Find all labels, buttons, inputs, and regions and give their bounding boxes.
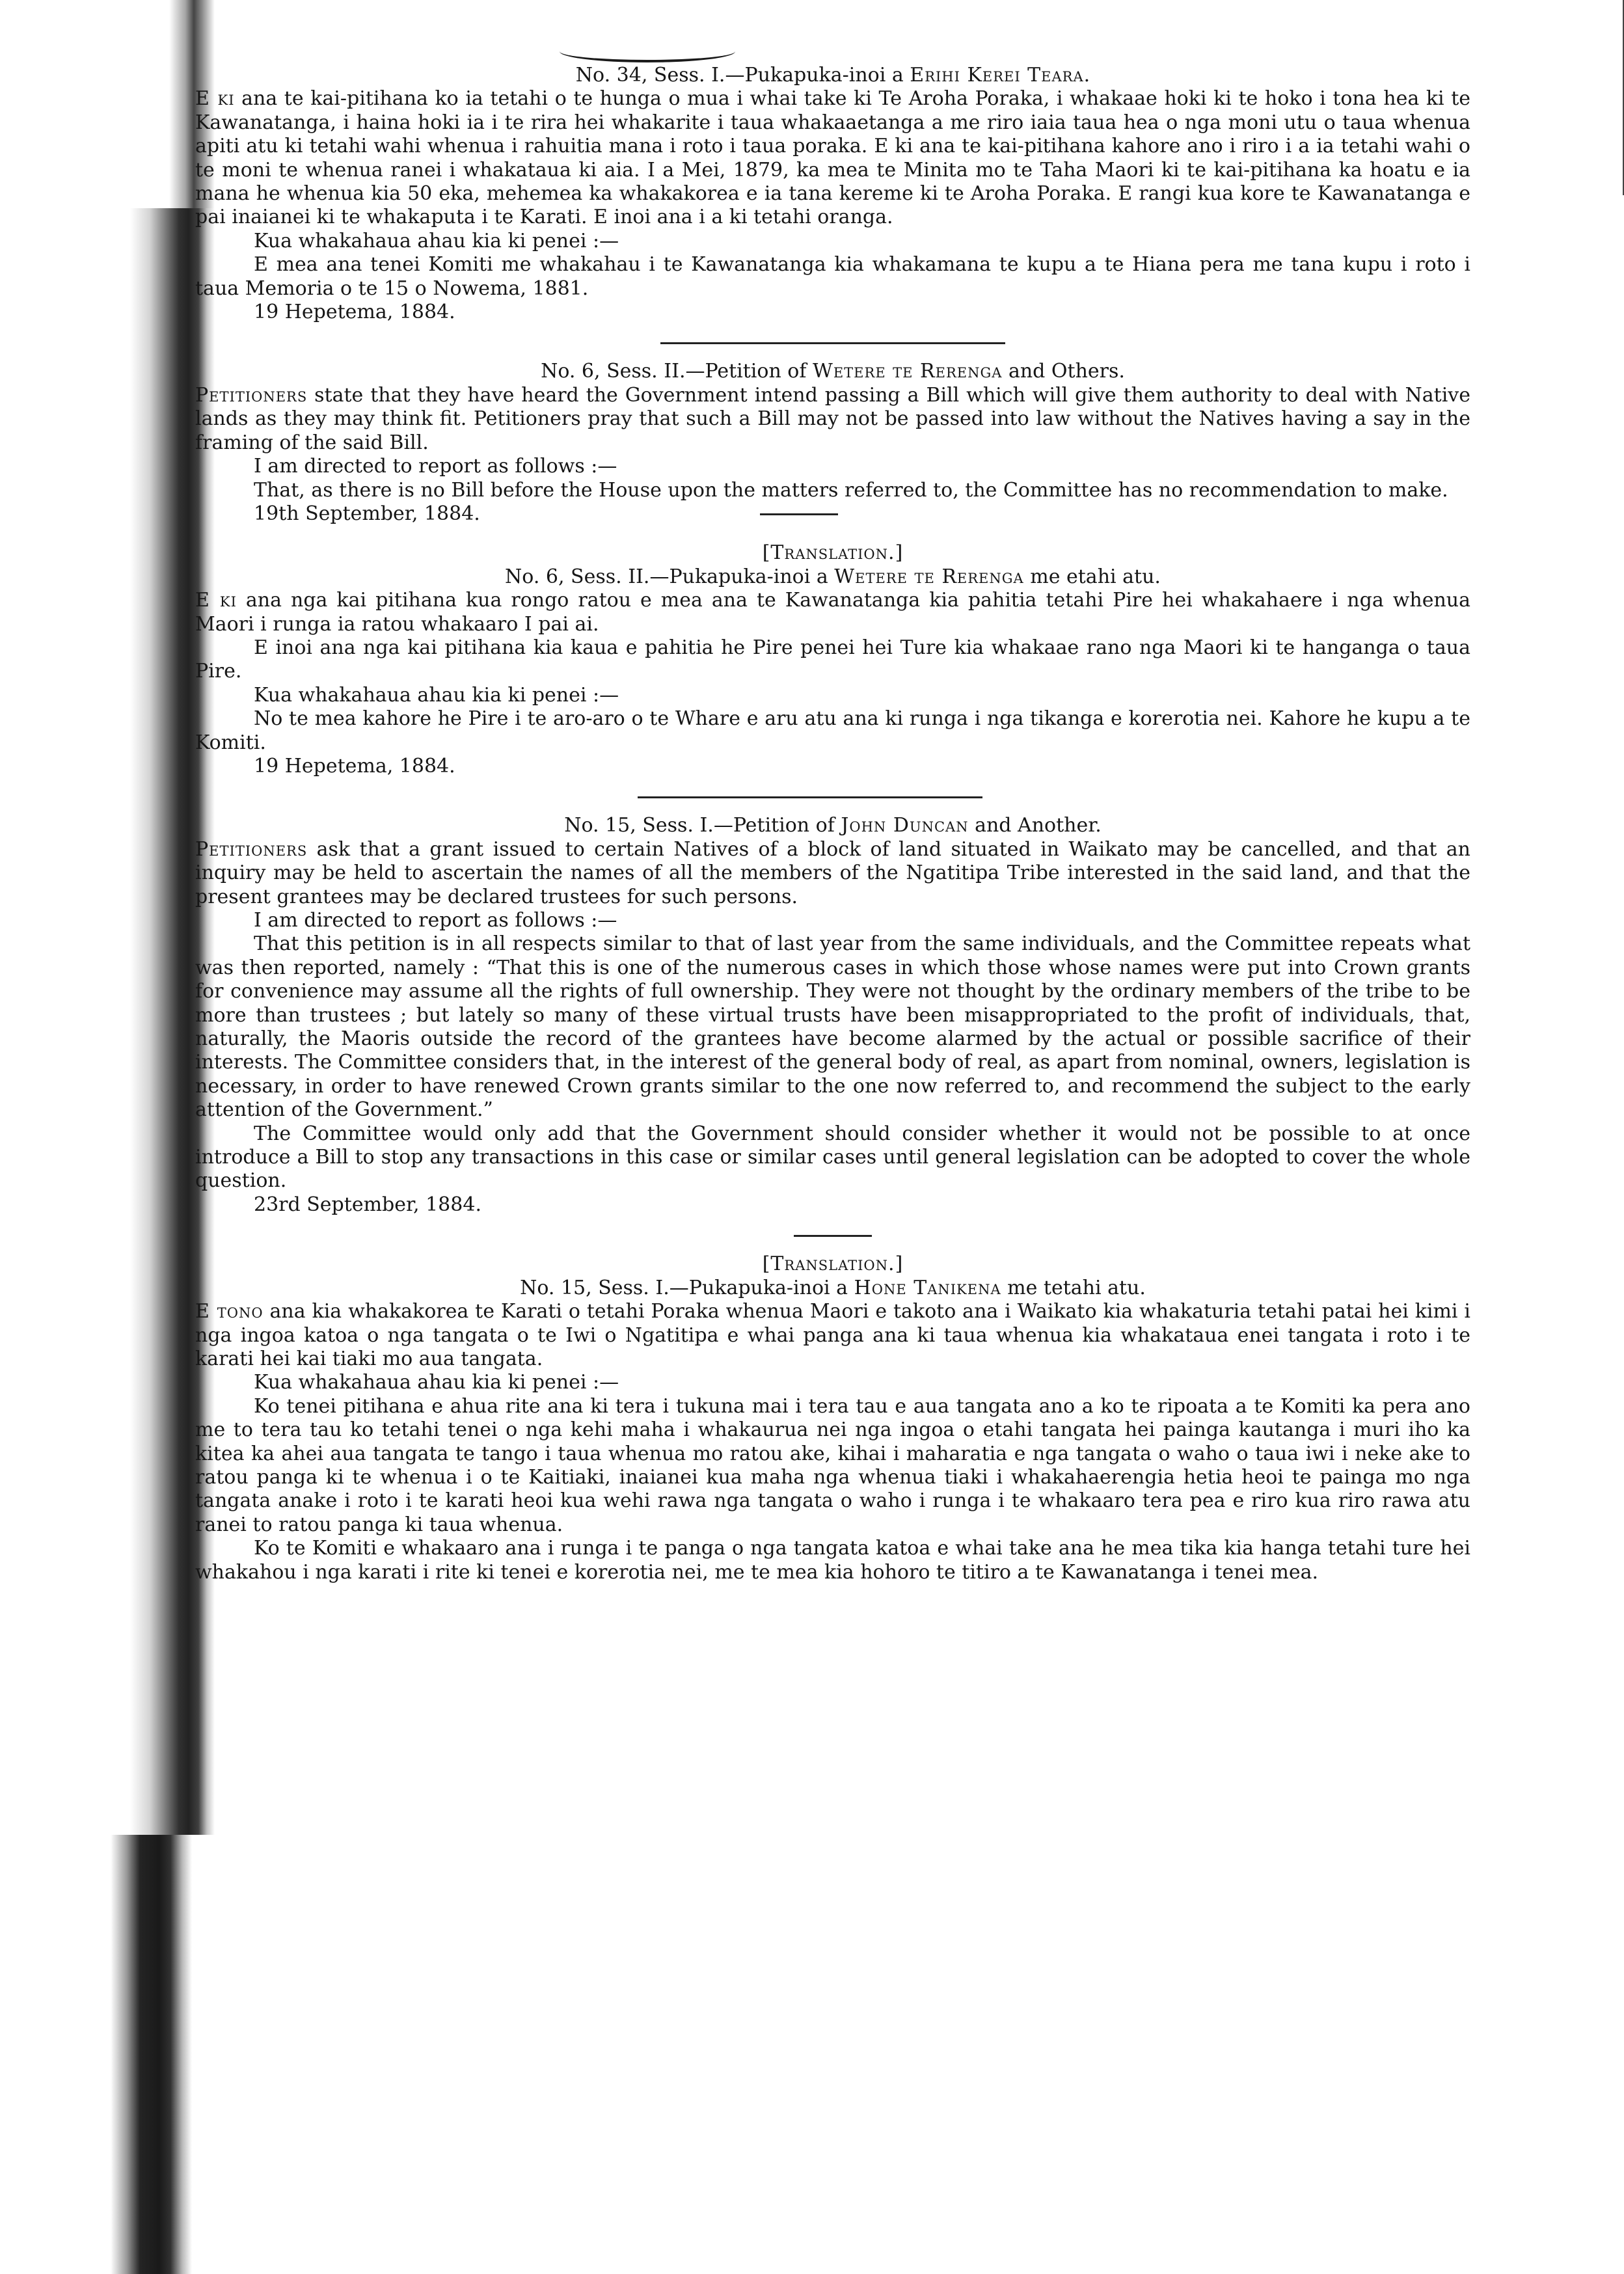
- date-row: [195, 502, 1470, 526]
- binding-shadow-bottom: [0, 1835, 215, 2274]
- committee-report: No te mea kahore he Pire i te aro-aro o te Whare e aru atu ana ki runga i nga tikanga e korerotia nei. Kahore he kupu a te Komiti.: [195, 707, 1470, 754]
- scan-artifact-top: [560, 40, 735, 62]
- petition-body: Petitioners state that they have heard the Government intend passing a Bill which will give them authority to deal with Native lands as they may think fit. Petitioners pray that such a Bill may not be passed into law without the Natives having a say in the framing of the said Bill.: [195, 383, 1470, 454]
- committee-report: E mea ana tenei Komiti me whakahau i te Kawanatanga kia whakamana te kupu a te Hiana pera me tana kupu i roto i taua Memoria o te 15 o Nowema, 1881.: [195, 253, 1470, 300]
- petition-body: E ki ana te kai-pitihana ko ia tetahi o te hunga o mua i whai take ki Te Aroha Poraka, i whakaae hoki ki te hoko i tona hea ki te Kawanatanga, i haina hoki ia i te rira hei whakarite i taua whakaaetanga a me riro iaia taua hea o nga moni utu o taua whenua apiti atu ki tetahi wahi whenua i rahuitia mana i roto i taua poraka. E ki ana te kai-pitihana kahore ano i riro i a ia tetahi wahi o te moni te whenua ranei i whakataua ki aia. I a Mei, 1879, ka mea te Minita mo te Taha Maori ki te kai-pitihana ka hoatu e ia mana he whenua kia 50 eka, mehemea ka whakakorea e ia tana kereme ki te Aroha Poraka. E rangi kua kore te Kawanatanga e pai inaianei ki te whakaputa i te Karati. E inoi ana i a ki tetahi oranga.: [195, 87, 1471, 229]
- report-direction: Kua whakahaua ahau kia ki penei :—: [254, 683, 619, 707]
- petitioner-name: Wetere te Rerenga: [813, 360, 1003, 383]
- report-date: 19 Hepetema, 1884.: [254, 754, 455, 778]
- committee-report: That this petition is in all respects similar to that of last year from the same individuals, and the Committee repeats what was then reported, namely : “That this is one of the numerous cases in which those whose names were put into Crown grants for convenience may assume all the rights of full ownership. They were not thought by the ordinary members of the tribe to be more than trustees ; but lately so many of these virtual trusts have been misappropriated to the profit of individuals, that, naturally, the Maoris outside the record of the grantees have become alarmed by the actual or possible sacrifice of their interests. The Committee considers that, in the interest of the general body of real, as apart from nominal, owners, legislation is necessary, in order to have renewed Crown grants similar to the one now referred to, and recommend the subject to the early attention of the Government.”: [195, 932, 1470, 1122]
- petition-no15-translation: [195, 1252, 1470, 1584]
- translation-label: [Translation.]: [762, 541, 904, 565]
- petition-body: Petitioners ask that a grant issued to certain Natives of a block of land situated in Waikato may be cancelled, and that an inquiry may be held to ascertain the names of all the members of the Ngatitipa Tribe interested in the said land, and that the present grantees may be declared trustees for such persons.: [195, 837, 1470, 908]
- report-date: 19th September, 1884.: [254, 502, 480, 525]
- petition-heading: No. 6, Sess. II.—Pukapuka-inoi a Wetere te Rerenga me etahi atu.: [505, 565, 1161, 588]
- petitioner-name: Erihi Kerei Teara: [910, 64, 1084, 87]
- section-divider: [660, 342, 1005, 344]
- petition-heading: No. 15, Sess. I.—Pukapuka-inoi a Hone Tanikena me tetahi atu.: [520, 1276, 1146, 1299]
- binding-shadow: [0, 208, 215, 1835]
- committee-report: That, as there is no Bill before the House upon the matters referred to, the Committee has no recommendation to make.: [254, 478, 1448, 502]
- short-divider: [760, 513, 838, 515]
- petition-no34-maori: [195, 64, 1470, 324]
- petitioner-name: Hone Tanikena: [854, 1276, 1001, 1299]
- binding-shadow-top: [0, 0, 215, 208]
- report-direction: Kua whakahaua ahau kia ki penei :—: [254, 1371, 619, 1394]
- petitioner-name: Wetere te Rerenga: [834, 565, 1024, 588]
- petition-heading: No. 15, Sess. I.—Petition of John Duncan and Another.: [564, 814, 1102, 837]
- report-date: 23rd September, 1884.: [254, 1193, 481, 1216]
- report-direction: I am directed to report as follows :—: [254, 455, 617, 478]
- translation-label: [Translation.]: [762, 1252, 904, 1276]
- petition-body-continued: E inoi ana nga kai pitihana kia kaua e pahitia he Pire penei hei Ture kia whakaae rano nga Maori ki te hanganga o taua Pire.: [195, 636, 1470, 683]
- petition-heading: No. 34, Sess. I.—Pukapuka-inoi a Erihi Kerei Teara.: [575, 64, 1090, 87]
- petition-no6-english: [195, 360, 1470, 526]
- petition-heading: No. 6, Sess. II.—Petition of Wetere te Rerenga and Others.: [541, 360, 1125, 383]
- petition-body: E ki ana nga kai pitihana kua rongo ratou e mea ana te Kawanatanga kia pahitia tetahi Pire hei whakahaere i nga whenua Maori i runga ia ratou whakaaro I pai ai.: [195, 589, 1471, 636]
- petitioner-name: John Duncan: [841, 814, 969, 837]
- petition-no6-translation: [195, 541, 1470, 778]
- document-body: [195, 64, 1470, 1584]
- petition-no15-english: [195, 814, 1470, 1217]
- committee-report-addendum: Ko te Komiti e whakaaro ana i runga i te panga o nga tangata katoa e whai take ana he mea tika kia hanga tetahi ture hei whakahou i nga karati i rite ki tenei e korerotia nei, me te mea kia hohoro te titiro a te Kawanatanga i tenei mea.: [195, 1537, 1470, 1584]
- committee-report-addendum: The Committee would only add that the Government should consider whether it would not be possible to at once introduce a Bill to stop any transactions in this case or similar cases until general legislation can be adopted to cover the whole question.: [195, 1122, 1470, 1193]
- section-divider: [638, 796, 982, 798]
- committee-report: Ko tenei pitihana e ahua rite ana ki tera i tukuna mai i tera tau e aua tangata ano a ko te ripoata a te Komiti ka pera ano me to tera tau ko tetahi tenei o nga kehi maha i whakaurua nei nga ingoa o etahi tangata hei painga kautanga i muri iho ka kitea ka ahei aua tangata te tango i taua whenua mo ratou ake, kihai i maharatia e nga tangata o waho o taua iwi i neke ake to ratou panga ki te whenua i o te Kaitiaki, inaianei kua maha nga whenua tiaki i whakahaerengia hetia heoi te painga mo nga tangata anake i roto i te karati heoi kua wehi rawa nga tangata o waho i runga i te whakaaro tera pea e riro kua riro rawa atu ranei to ratou panga ki taua whenua.: [195, 1394, 1470, 1536]
- report-date: 19 Hepetema, 1884.: [254, 301, 455, 324]
- petition-body: E tono ana kia whakakorea te Karati o tetahi Poraka whenua Maori e takoto ana i Waikato kia whakaturia tetahi patai hei kimi i nga ingoa katoa o nga tangata o te Iwi o Ngatitipa e whai panga ana ki taua whenua kia whakataua enei tangata i roto i te karati hei kai tiaki mo aua tangata.: [195, 1300, 1471, 1370]
- report-direction: I am directed to report as follows :—: [254, 909, 617, 932]
- report-direction: Kua whakahaua ahau kia ki penei :—: [254, 229, 619, 252]
- short-divider: [794, 1235, 872, 1237]
